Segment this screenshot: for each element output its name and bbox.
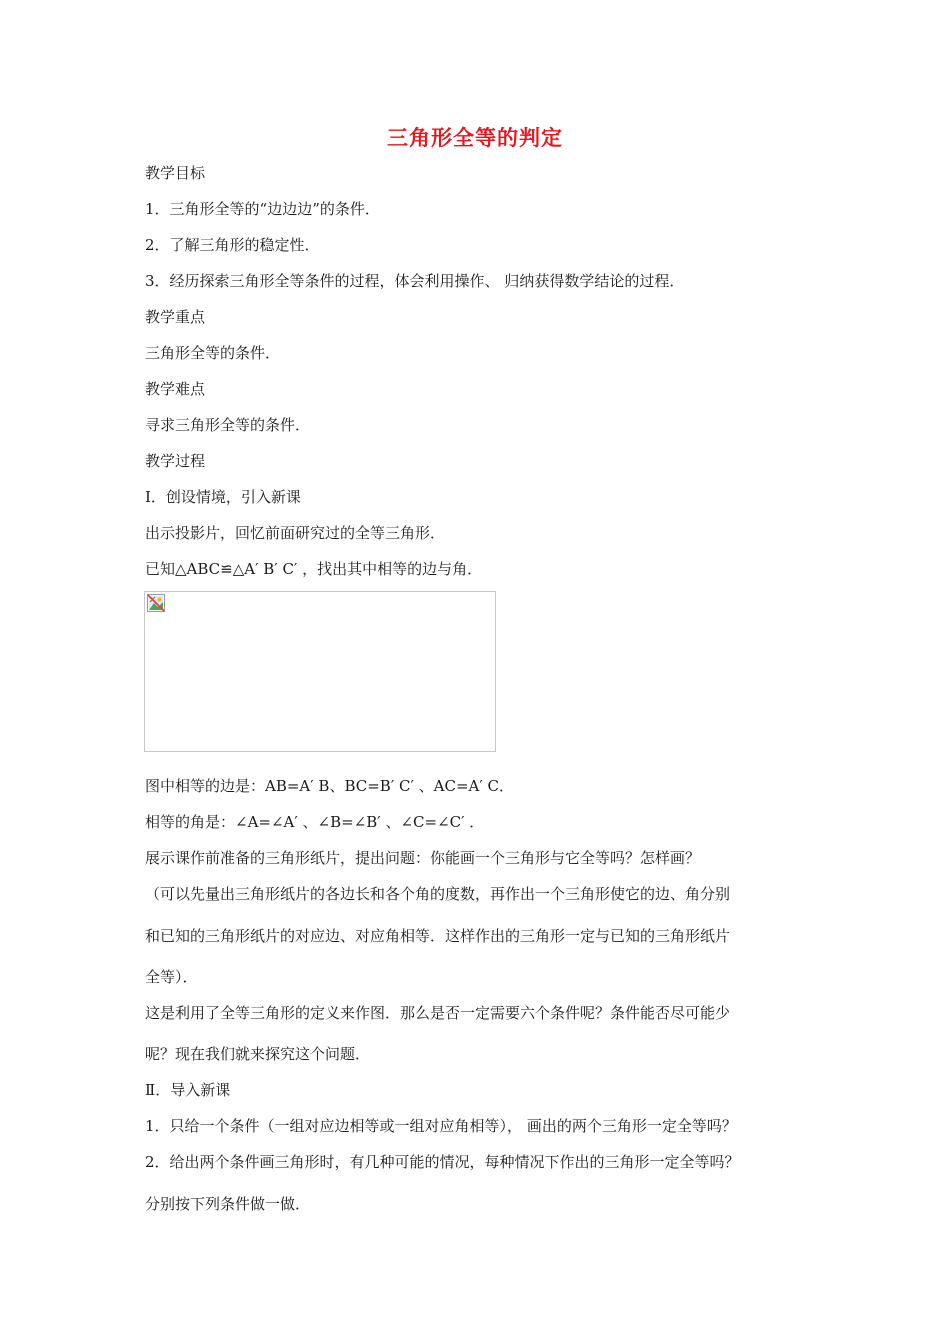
- subsection-heading-2: Ⅱ．导入新课: [145, 1081, 231, 1099]
- focus-text: 三角形全等的条件．: [145, 344, 281, 362]
- page-title: 三角形全等的判定: [387, 126, 563, 150]
- paragraph-line: 分别按下列条件做一做．: [145, 1195, 311, 1213]
- difficulty-text: 寻求三角形全等的条件．: [145, 416, 311, 434]
- objective-item-2: 2．了解三角形的稳定性．: [145, 236, 320, 254]
- paragraph-line: （可以先量出三角形纸片的各边长和各个角的度数，再作出一个三角形使它的边、角分别: [145, 885, 731, 903]
- paragraph-line: 出示投影片，回忆前面研究过的全等三角形．: [145, 524, 446, 542]
- paragraph-line: 这是利用了全等三角形的定义来作图．那么是否一定需要六个条件呢？条件能否尽可能少: [145, 1004, 731, 1022]
- section-heading-objectives: 教学目标: [145, 164, 206, 182]
- question-item-2: 2．给出两个条件画三角形时，有几种可能的情况，每种情况下作出的三角形一定全等吗？: [145, 1153, 740, 1171]
- paragraph-line: 图中相等的边是：AB=A′ B、BC=B′ C′ 、AC=A′ C．: [145, 777, 515, 795]
- section-heading-difficulty: 教学难点: [145, 380, 206, 398]
- paragraph-line: 已知△ABC≌△A′ B′ C′ ，找出其中相等的边与角．: [145, 560, 483, 578]
- paragraph-line: 呢？现在我们就来探究这个问题．: [145, 1045, 371, 1063]
- objective-item-1: 1．三角形全等的“边边边”的条件．: [145, 200, 380, 218]
- section-heading-focus: 教学重点: [145, 308, 206, 326]
- paragraph-line: 相等的角是：∠A=∠A′ 、∠B=∠B′ 、∠C=∠C′ ．: [145, 813, 485, 831]
- subsection-heading-1: Ⅰ．创设情境，引入新课: [145, 488, 301, 506]
- paragraph-line: 全等）．: [145, 968, 198, 986]
- question-item-1: 1．只给一个条件（一组对应边相等或一组对应角相等）， 画出的两个三角形一定全等吗？: [145, 1117, 737, 1135]
- paragraph-line: 展示课作前准备的三角形纸片，提出问题：你能画一个三角形与它全等吗？怎样画？: [145, 849, 701, 867]
- broken-image-icon: [147, 594, 165, 612]
- section-heading-process: 教学过程: [145, 452, 206, 470]
- objective-item-3: 3．经历探索三角形全等条件的过程，体会利用操作、 归纳获得数学结论的过程．: [145, 272, 685, 290]
- paragraph-line: 和已知的三角形纸片的对应边、对应角相等．这样作出的三角形一定与已知的三角形纸片: [145, 927, 731, 945]
- broken-image-placeholder: [144, 591, 496, 752]
